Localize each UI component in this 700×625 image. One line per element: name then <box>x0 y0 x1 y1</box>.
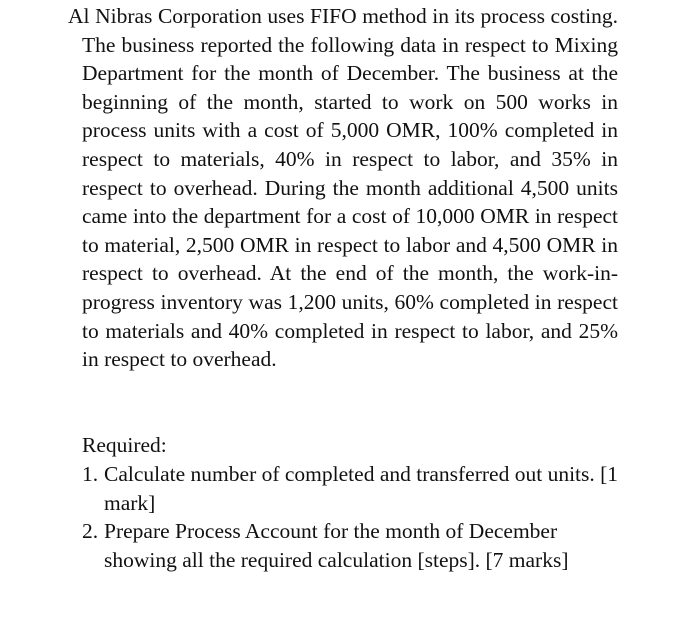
requirement-item-2 <box>82 517 622 574</box>
required-heading: Required: <box>82 433 167 457</box>
problem-paragraph: Al Nibras Corporation uses FIFO method in its process costing. The business reported the following data in respect to Mixing Department for the month of December. The business at the beginning of the month, started to work on 500 works in process units with a cost of 5,000 OMR, 100% completed in respect to materials, 40% in respect to labor, and 35% in respect to overhead. During the month additional 4,500 units came into the department for a cost of 10,000 OMR in respect to material, 2,500 OMR in respect to labor and 4,500 OMR in respect to overhead. At the end of the month, the work-in-progress inventory was 1,200 units, 60% completed in respect to materials and 40% completed in respect to labor, and 25% in respect to overhead. <box>68 4 618 372</box>
requirement-number: 2. <box>82 519 99 544</box>
requirement-text: Calculate number of completed and transferred out units. [1 mark] <box>104 462 619 515</box>
requirements-list <box>82 460 622 574</box>
requirement-text: Prepare Process Account for the month of December showing all the required calculation [steps]. [7 marks] <box>104 519 569 572</box>
requirement-item-1 <box>82 460 622 517</box>
requirement-number: 1. <box>82 462 99 486</box>
